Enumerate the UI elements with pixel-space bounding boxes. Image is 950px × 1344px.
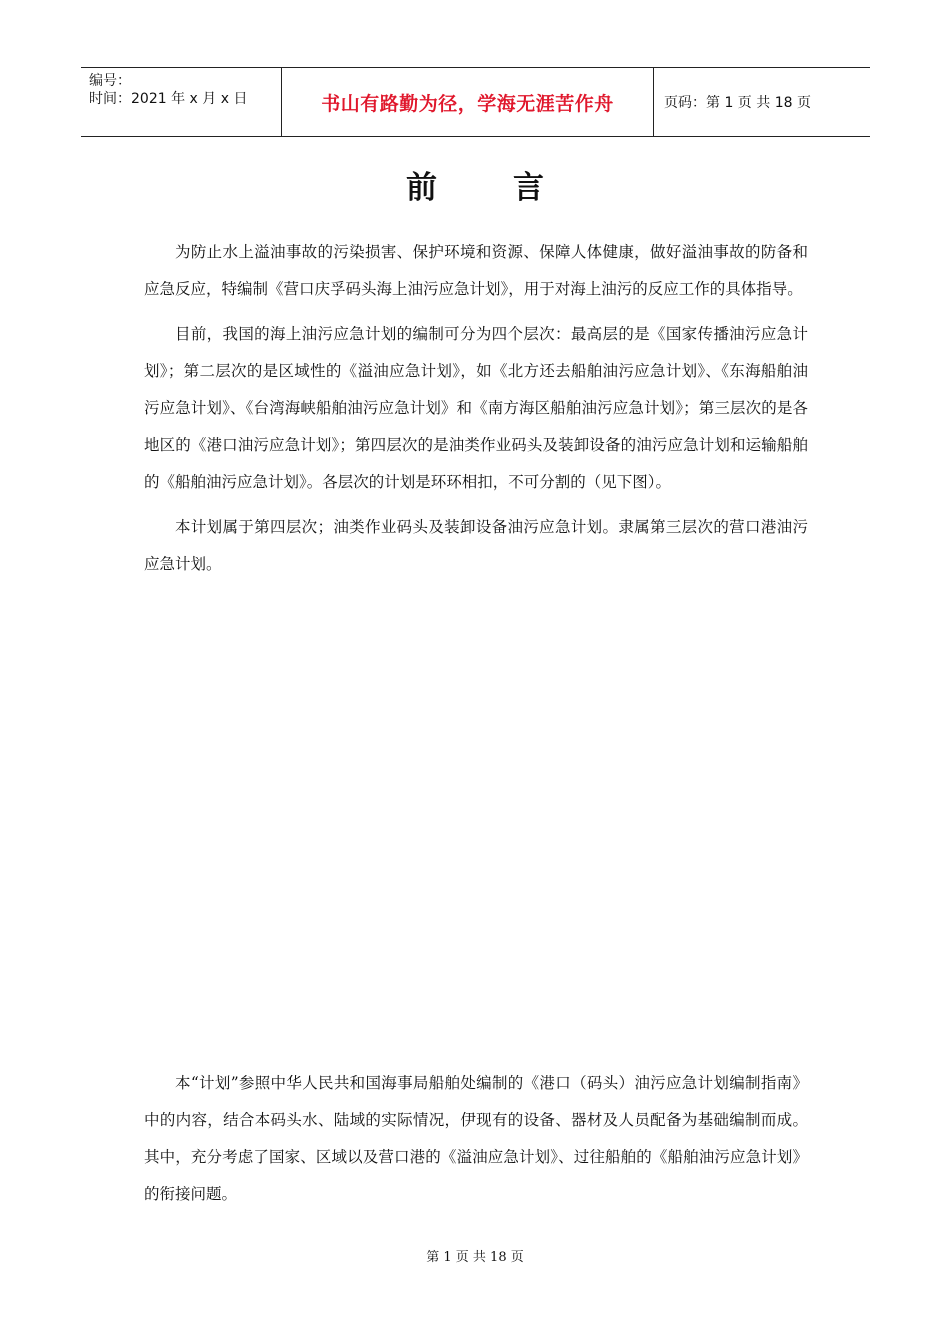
title-char-2: 言: [513, 170, 544, 206]
document-code-label: 编号：: [89, 73, 131, 89]
title-char-1: 前: [406, 170, 437, 206]
body-section-top: [144, 234, 808, 591]
paragraph-levels: 目前，我国的海上油污应急计划的编制可分为四个层次：最高层的是《国家传播油污应急计划》；第二层次的是区域性的《溢油应急计划》，如《北方还去船舶油污应急计划》、《东海船舶油污应急计划》、《台湾海峡船舶油污应急计划》和《南方海区船舶油污应急计划》；第三层次的是各地区的《港口油污应急计划》；第四层次的是油类作业码头及装卸设备的油污应急计划和运输船舶的《船舶油污应急计划》。各层次的计划是环环相扣，不可分割的（见下图）。: [144, 325, 808, 491]
header-meta: [81, 68, 281, 136]
body-section-bottom: [144, 1065, 808, 1221]
document-title: [0, 162, 950, 207]
paragraph-scope: 本计划属于第四层次；油类作业码头及装卸设备油污应急计划。隶属第三层次的营口港油污应急计划。: [144, 518, 808, 573]
document-date-label: 时间：2021 年 x 月 x 日: [89, 91, 248, 107]
page-footer: 第 1 页 共 18 页: [426, 1250, 524, 1265]
header-motto: 书山有路勤为径，学海无涯苦作舟: [281, 68, 654, 136]
header-page-info: 页码：第 1 页 共 18 页: [664, 95, 811, 111]
paragraph-purpose: 为防止水上溢油事故的污染损害、保护环境和资源、保障人体健康，做好溢油事故的防备和应急反应，特编制《营口庆孚码头海上油污应急计划》，用于对海上油污的反应工作的具体指导。: [144, 243, 808, 298]
page-header: [81, 67, 870, 137]
paragraph-reference: 本“计划”参照中华人民共和国海事局船舶处编制的《港口（码头）油污应急计划编制指南》中的内容，结合本码头水、陆域的实际情况，伊现有的设备、器材及人员配备为基础编制而成。其中，充分考虑了国家、区域以及营口港的《溢油应急计划》、过往船舶的《船舶油污应急计划》的衔接问题。: [144, 1074, 808, 1203]
